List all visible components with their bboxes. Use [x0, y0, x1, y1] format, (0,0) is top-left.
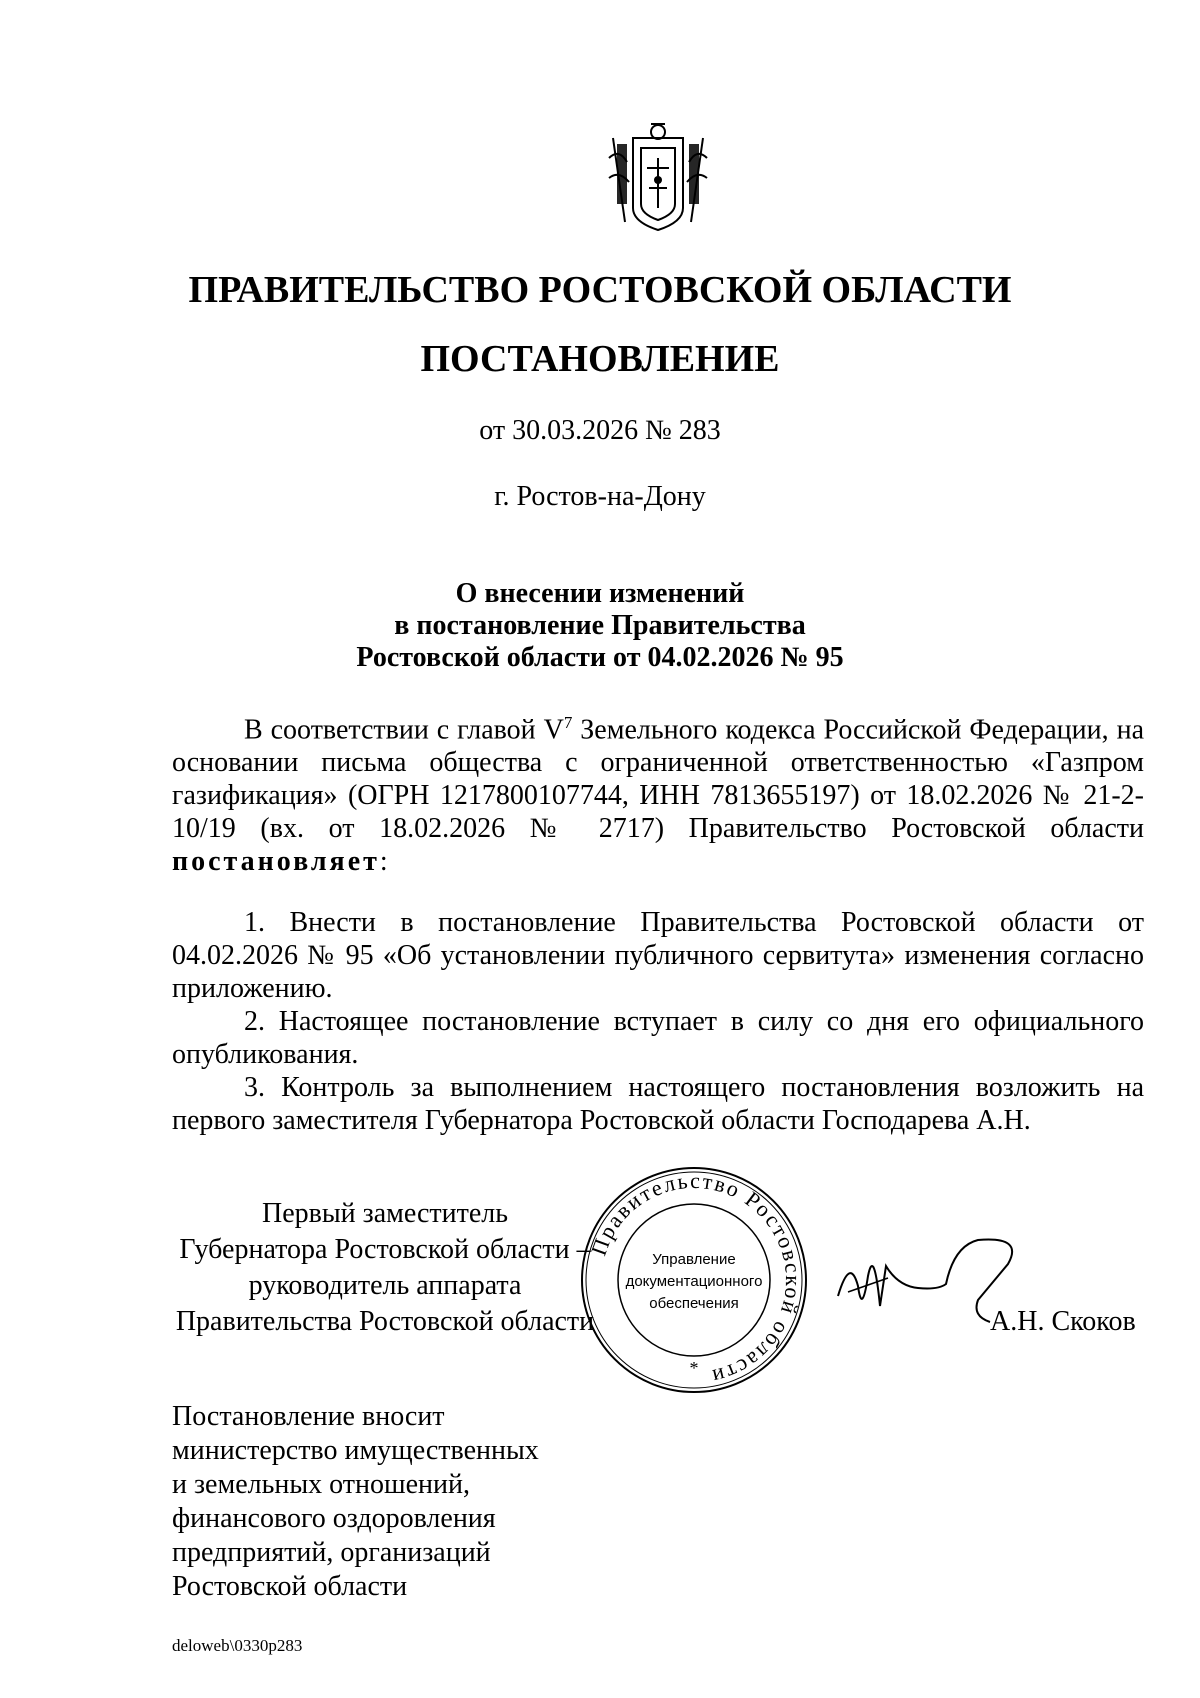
preamble-paragraph [172, 706, 1144, 878]
signatory-line: Первый заместитель [261, 1198, 509, 1229]
preamble-text: Земельного кодекса Российской Федерации, на основании письма общества с ограниченной ответственностью «Газпром газификация» (ОГРН 1217800107744, ИНН 7813655197) от 18.02.2026 № 21-2-10/19 (вх. от 18.02.2026 № 2717) Правительство Ростовской области [172, 714, 1144, 845]
chapter-superscript: 7 [563, 713, 573, 732]
stamp-line: Управление [652, 1251, 736, 1268]
signatory-name: А.Н. Скоков [990, 1306, 1136, 1337]
stamp-line: документационного [625, 1273, 763, 1290]
document-type: ПОСТАНОВЛЕНИЕ [420, 338, 780, 380]
note-line: финансового оздоровления [172, 1503, 496, 1534]
note-line: Ростовской области [172, 1571, 408, 1602]
signatory-position [150, 1196, 620, 1340]
stamp-star: * [689, 1358, 699, 1378]
government-title: ПРАВИТЕЛЬСТВО РОСТОВСКОЙ ОБЛАСТИ [188, 269, 1012, 311]
resolution-item: 1. Внести в постановление Правительства Ростовской области от 04.02.2026 № 95 «Об установлении публичного сервитута» изменения согласно приложению. [172, 907, 1144, 1004]
signatory-line: Правительства Ростовской области [175, 1306, 595, 1337]
note-line: Постановление вносит [172, 1401, 445, 1432]
document-subject [0, 578, 1200, 674]
note-line: предприятий, организаций [172, 1537, 491, 1568]
coat-of-arms-icon [603, 118, 713, 236]
resolution-item: 3. Контроль за выполнением настоящего постановления возложить на первого заместителя Губернатора Ростовской области Господарева А.Н. [172, 1072, 1144, 1136]
official-stamp [578, 1164, 810, 1396]
stamp-line: обеспечения [649, 1295, 739, 1312]
resolution-item: 2. Настоящее постановление вступает в силу со дня его официального опубликования. [172, 1006, 1144, 1070]
city: г. Ростов-на-Дону [494, 481, 706, 512]
preamble-text: В соответствии с главой V [244, 714, 564, 746]
document-code: deloweb\0330p283 [172, 1636, 303, 1655]
resolution-items [172, 906, 1144, 1137]
date-number: от 30.03.2026 № 283 [479, 415, 721, 446]
submitter-note [172, 1400, 539, 1604]
subject-line: Ростовской области от 04.02.2026 № 95 [356, 642, 844, 673]
subject-line: О внесении изменений [455, 578, 745, 609]
signatory-line: Губернатора Ростовской области – [179, 1234, 591, 1265]
colon: : [379, 846, 388, 878]
decides-word: постановляет [172, 846, 380, 878]
stamp-ring-text: Правительство Ростовской области [585, 1167, 807, 1391]
signatory-line: руководитель аппарата [248, 1270, 522, 1301]
subject-line: в постановление Правительства [394, 610, 806, 641]
note-line: и земельных отношений, [172, 1469, 470, 1500]
note-line: министерство имущественных [172, 1435, 539, 1466]
